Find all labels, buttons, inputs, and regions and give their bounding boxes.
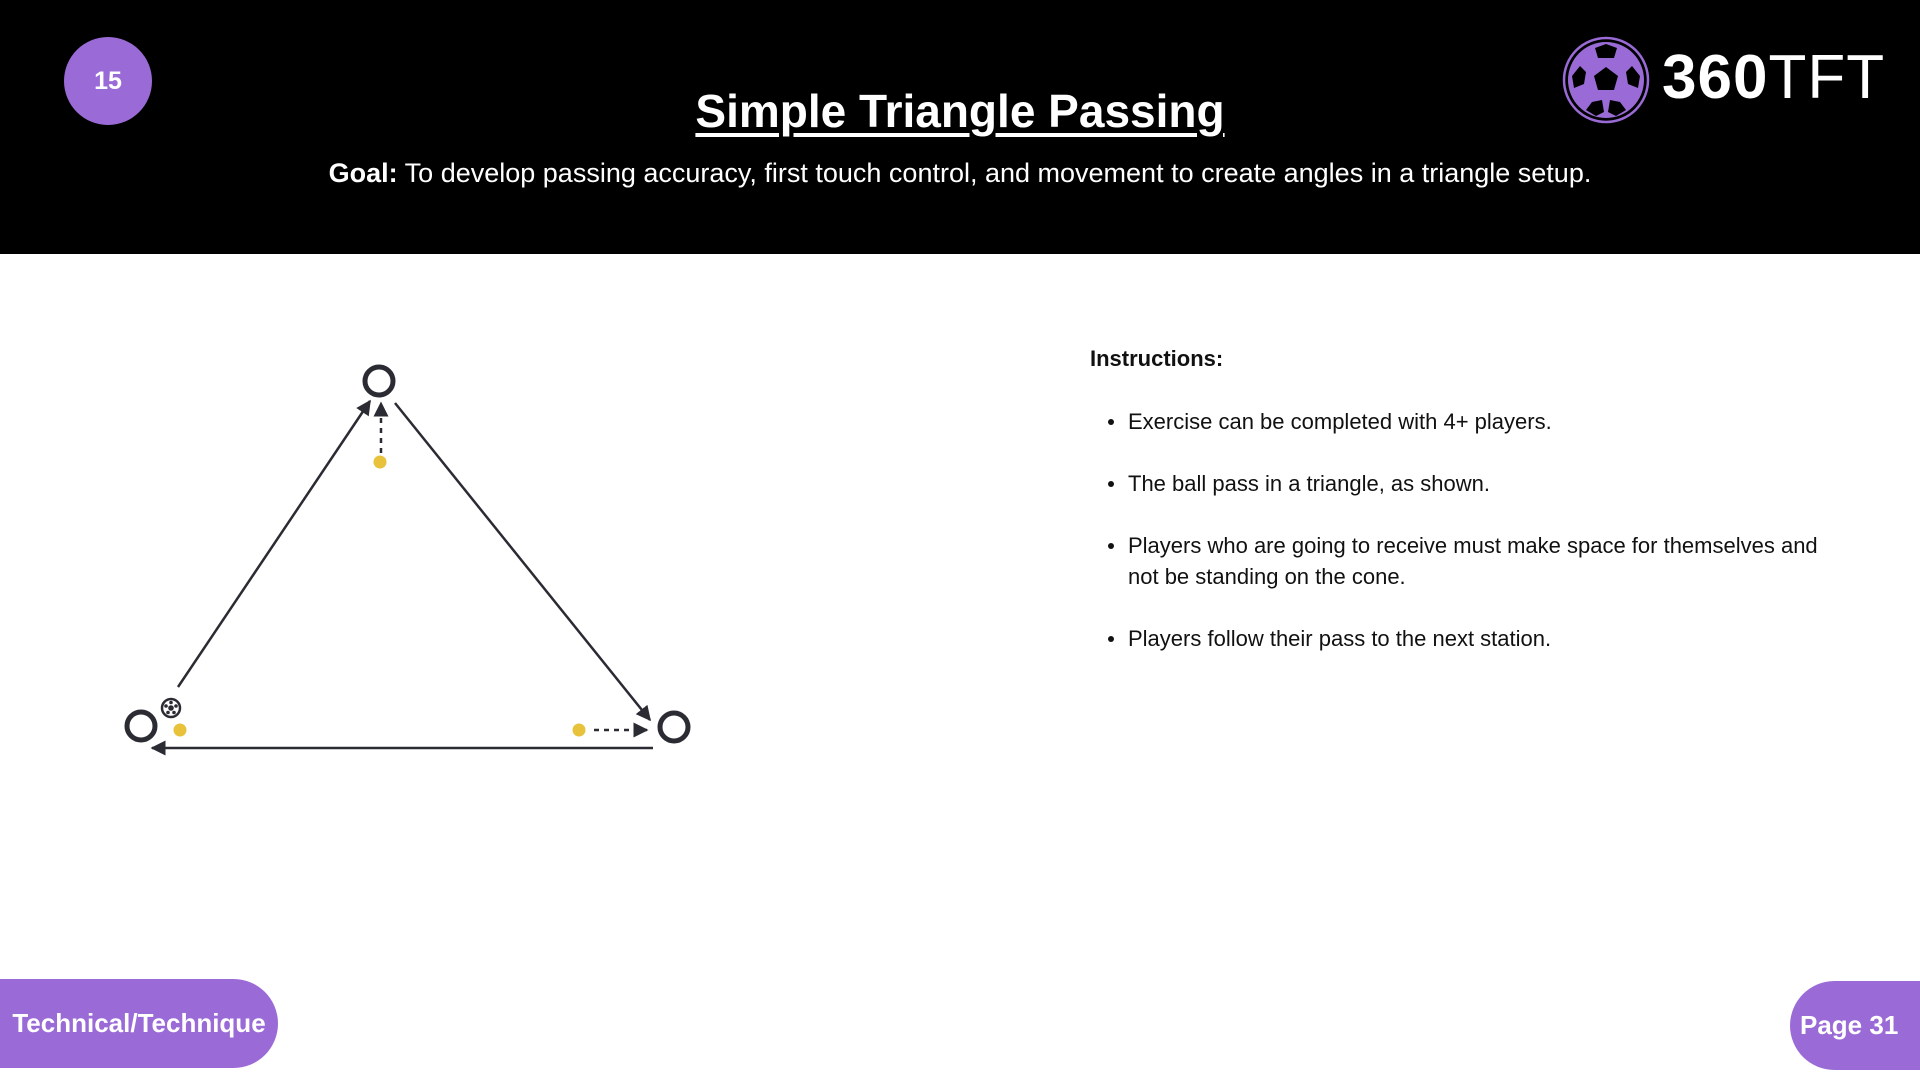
instructions-panel [1090, 346, 1850, 685]
player-bottom-right [573, 724, 586, 737]
brand-wordmark-bold: 360 [1662, 43, 1769, 112]
category-badge: Technical/Technique [0, 979, 278, 1068]
player-bottom-left [174, 724, 187, 737]
soccer-ball-icon [1562, 36, 1650, 124]
brand-wordmark [1662, 42, 1885, 113]
player-top [374, 456, 387, 469]
header-bar [0, 0, 1920, 254]
brand-wordmark-light: TFT [1768, 43, 1886, 112]
instruction-item: The ball pass in a triangle, as shown. [1090, 468, 1850, 499]
cone-top [365, 367, 393, 395]
cone-bottom-left [127, 712, 155, 740]
goal-label: Goal: [328, 158, 398, 188]
pass-arrow-top-to-right [395, 403, 650, 720]
drill-number-badge: 15 [64, 37, 152, 125]
page-title: Simple Triangle Passing [695, 85, 1225, 137]
goal-description: To develop passing accuracy, first touch control, and movement to create angles in a triangle setup. [397, 158, 1592, 188]
ball-icon [162, 699, 180, 717]
instructions-heading: Instructions: [1090, 346, 1224, 371]
instruction-item: Players follow their pass to the next station. [1090, 623, 1850, 654]
cone-bottom-right [660, 713, 688, 741]
instruction-item: Players who are going to receive must make space for themselves and not be standing on the cone. [1090, 530, 1850, 592]
pass-arrow-left-to-top [178, 401, 370, 687]
goal-text [0, 158, 1920, 189]
instructions-list [1090, 406, 1850, 654]
brand-logo [1562, 36, 1892, 124]
page-number-badge: Page 31 [1790, 981, 1920, 1070]
instruction-item: Exercise can be completed with 4+ players. [1090, 406, 1850, 437]
drill-diagram [100, 340, 740, 780]
